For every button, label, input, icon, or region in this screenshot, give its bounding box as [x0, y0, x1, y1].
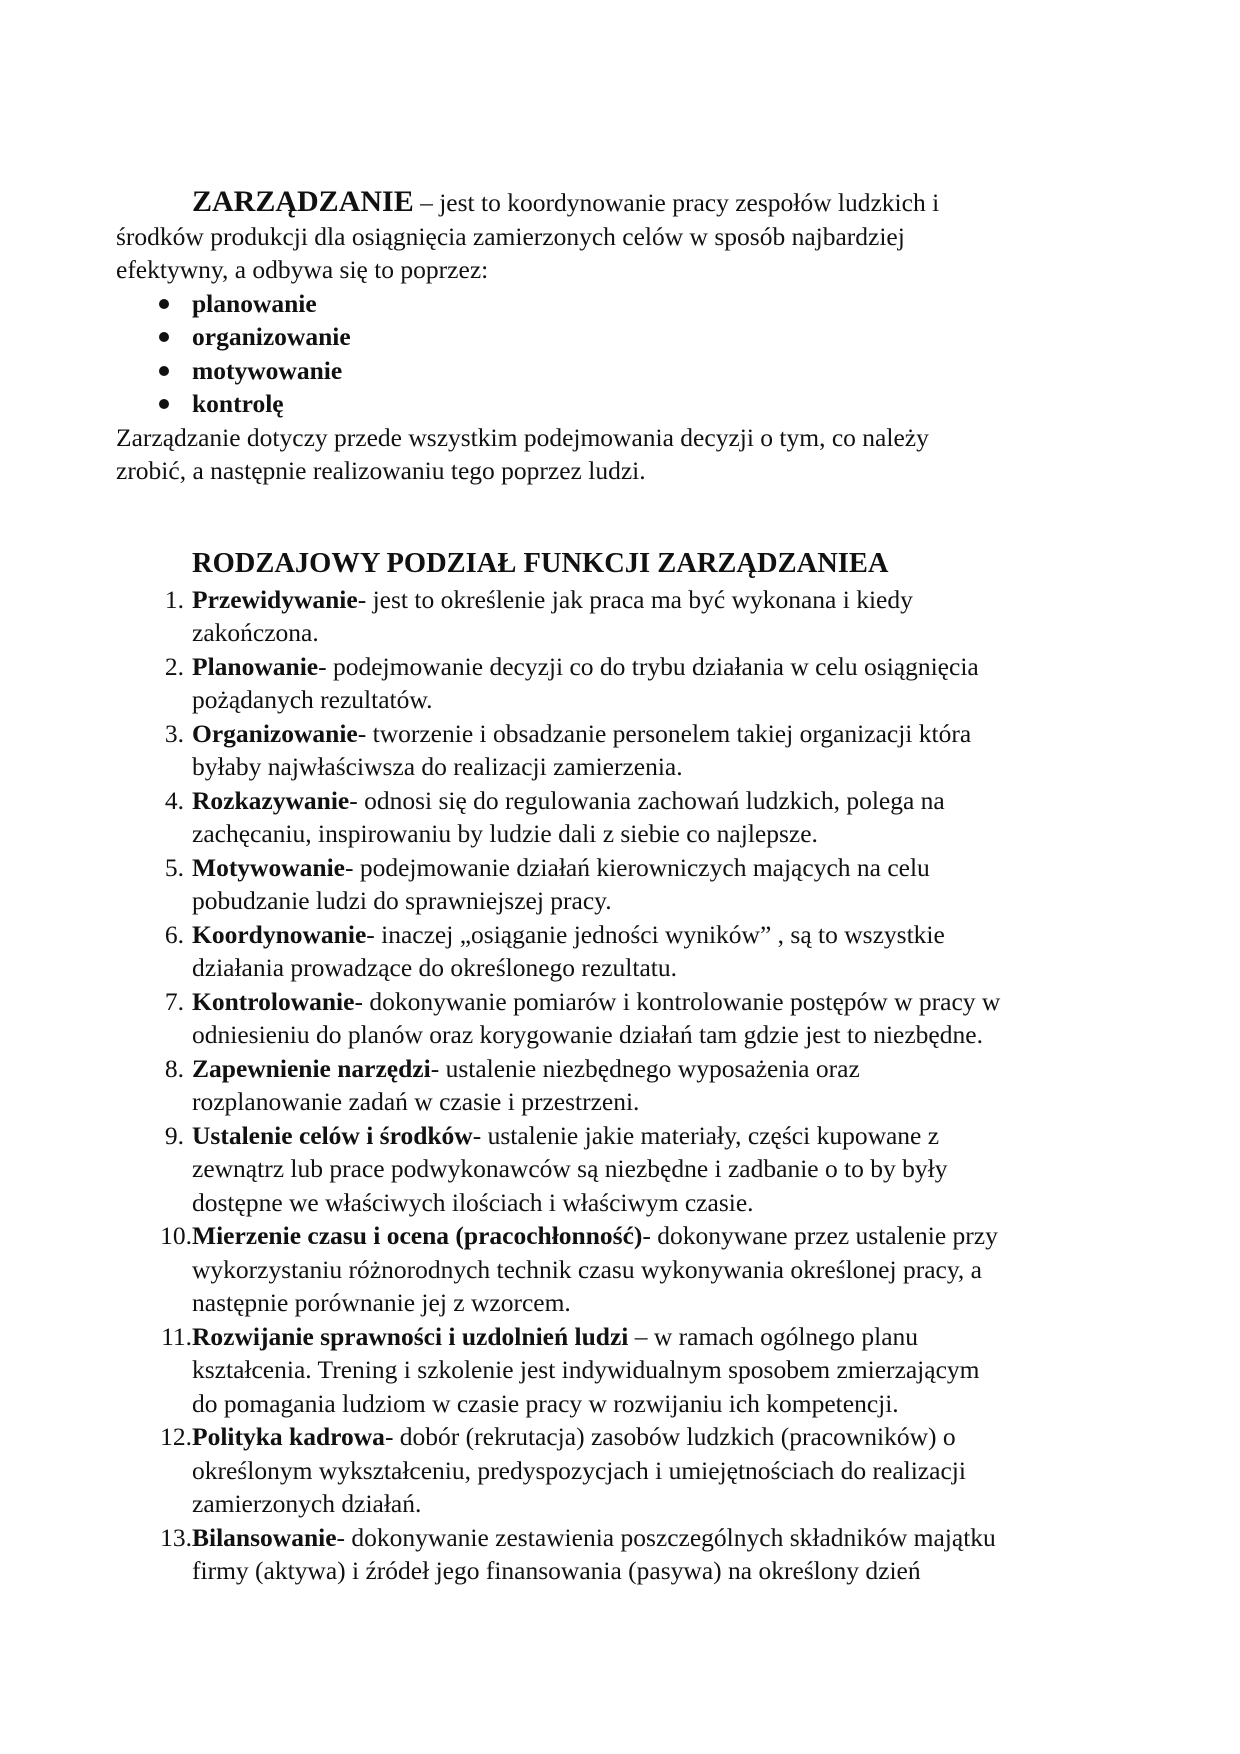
- function-term: Koordynowanie: [192, 919, 367, 949]
- list-item: [192, 287, 1126, 321]
- function-description-line: zakończona.: [192, 618, 319, 647]
- list-item: [116, 918, 1126, 985]
- function-description-line: do pomagania ludziom w czasie pracy w rozwijaniu ich kompetencji.: [192, 1388, 899, 1418]
- list-item: [116, 1052, 1126, 1119]
- summary-line-1: Zarządzanie dotyczy przede wszystkim podejmowania decyzji o tym, co należy: [116, 422, 929, 452]
- list-item-number: 9.: [164, 1120, 184, 1150]
- function-term: Mierzenie czasu i ocena (pracochłonność): [192, 1221, 643, 1250]
- list-item-number: 8.: [164, 1053, 184, 1083]
- function-term: Przewidywanie: [192, 584, 358, 614]
- function-description-line: – w ramach ogólnego planu: [628, 1321, 919, 1351]
- list-item-number: 2.: [164, 651, 184, 681]
- list-item: [116, 1320, 1126, 1421]
- function-term: Polityka kadrowa: [192, 1422, 385, 1451]
- function-description-line: - ustalenie jakie materiały, części kupowane z: [472, 1120, 940, 1150]
- function-description-line: zewnątrz lub prace podwykonawców są niezbędne i zadbanie o to by były: [192, 1154, 948, 1183]
- list-item-number: 3.: [164, 718, 184, 748]
- function-description-line: - dokonywane przez ustalenie przy: [642, 1221, 998, 1250]
- function-description-line: następnie porównanie jej z wzorcem.: [192, 1288, 571, 1317]
- function-term: Rozwijanie sprawności i uzdolnień ludzi: [192, 1321, 629, 1351]
- function-description-line: wykorzystaniu różnorodnych technik czasu wykonywania określonej pracy, a: [192, 1254, 983, 1284]
- function-term: Motywowanie: [192, 852, 345, 882]
- function-description-line: - tworzenie i obsadzanie personelem takiej organizacji która: [357, 718, 972, 748]
- list-item-number: 6.: [164, 919, 184, 949]
- function-term: Ustalenie celów i środków: [192, 1120, 473, 1150]
- list-item-number: 10.: [160, 1221, 192, 1250]
- function-term: Planowanie: [192, 651, 319, 681]
- function-description-line: działania prowadzące do określonego rezultatu.: [192, 953, 677, 982]
- intro-line-1: – jest to koordynowanie pracy zespołów ludzkich i: [413, 188, 940, 217]
- list-item-number: 5.: [164, 852, 184, 882]
- list-item-number: 4.: [164, 785, 184, 815]
- list-item-text: motywowanie: [192, 355, 343, 385]
- list-item-number: 7.: [164, 986, 184, 1016]
- bullet-icon: [159, 332, 169, 342]
- list-item-number: 12.: [160, 1422, 192, 1451]
- list-item: [116, 583, 1126, 650]
- function-description-line: - podejmowanie działań kierowniczych mających na celu: [344, 852, 930, 882]
- list-item: [116, 650, 1126, 717]
- function-description-line: - dokonywanie zestawienia poszczególnych składników majątku: [336, 1522, 996, 1552]
- function-term: Organizowanie: [192, 718, 358, 748]
- document-page: [116, 185, 1126, 1588]
- list-item: [116, 784, 1126, 851]
- list-item: [116, 851, 1126, 918]
- functions-list: [116, 583, 1126, 1588]
- list-item-number: 13.: [160, 1522, 192, 1552]
- function-description-line: kształcenia. Trening i szkolenie jest indywidualnym sposobem zmierzającym: [192, 1355, 980, 1384]
- function-description-line: - podejmowanie decyzji co do trybu działania w celu osiągnięcia: [318, 651, 979, 681]
- bullet-icon: [159, 299, 169, 309]
- function-description-line: byłaby najwłaściwsza do realizacji zamierzenia.: [192, 752, 683, 781]
- function-description-line: - dobór (rekrutacja) zasobów ludzkich (pracowników) o: [384, 1422, 956, 1451]
- list-item: [116, 1521, 1126, 1588]
- list-item: [192, 387, 1126, 421]
- summary-paragraph: [116, 421, 1126, 488]
- summary-line-2: zrobić, a następnie realizowaniu tego poprzez ludzi.: [116, 456, 646, 485]
- function-description-line: - jest to określenie jak praca ma być wykonana i kiedy: [357, 584, 913, 614]
- function-description-line: zamierzonych działań.: [192, 1489, 422, 1518]
- function-term: Zapewnienie narzędzi: [192, 1053, 431, 1083]
- list-item: [116, 1420, 1126, 1521]
- intro-term: ZARZĄDZANIE: [192, 185, 414, 218]
- function-description-line: - inaczej „osiąganie jedności wyników” , są to wszystkie: [366, 919, 945, 949]
- list-item-text: planowanie: [192, 288, 317, 318]
- function-description-line: - dokonywanie pomiarów i kontrolowanie postępów w pracy w: [354, 986, 1001, 1016]
- list-item: [116, 1219, 1126, 1320]
- function-term: Kontrolowanie: [192, 986, 355, 1016]
- list-item-text: kontrolę: [192, 389, 284, 418]
- function-description-line: firmy (aktywa) i źródeł jego finansowania (pasywa) na określony dzień: [192, 1556, 921, 1585]
- function-description-line: - ustalenie niezbędnego wyposażenia oraz: [430, 1053, 860, 1083]
- intro-paragraph: [116, 185, 1126, 287]
- list-item: [116, 717, 1126, 784]
- function-description-line: - odnosi się do regulowania zachowań ludzkich, polega na: [349, 785, 945, 815]
- bullet-icon: [159, 366, 169, 376]
- function-description-line: pobudzanie ludzi do sprawniejszej pracy.: [192, 886, 612, 915]
- function-description-line: dostępne we właściwych ilościach i właściwym czasie.: [192, 1187, 754, 1217]
- section-title: RODZAJOWY PODZIAŁ FUNKCJI ZARZĄDZANIEA: [192, 547, 889, 579]
- management-activities-list: [116, 287, 1126, 421]
- function-description-line: rozplanowanie zadań w czasie i przestrzeni.: [192, 1087, 640, 1116]
- intro-line-3: efektywny, a odbywa się to poprzez:: [116, 255, 489, 284]
- list-item: [192, 320, 1126, 354]
- list-item: [116, 1119, 1126, 1220]
- list-item-text: organizowanie: [192, 322, 351, 351]
- function-description-line: zachęcaniu, inspirowaniu by ludzie dali z siebie co najlepsze.: [192, 819, 818, 848]
- bullet-icon: [159, 399, 169, 409]
- intro-line-2: środków produkcji dla osiągnięcia zamierzonych celów w sposób najbardziej: [116, 221, 905, 251]
- function-term: Bilansowanie: [192, 1522, 337, 1552]
- function-term: Rozkazywanie: [192, 785, 350, 815]
- function-description-line: pożądanych rezultatów.: [192, 685, 433, 714]
- list-item-number: 11.: [161, 1321, 192, 1351]
- list-item-number: 1.: [164, 584, 184, 614]
- function-description-line: określonym wykształceniu, predyspozycjach i umiejętnościach do realizacji: [192, 1455, 966, 1485]
- list-item: [116, 985, 1126, 1052]
- list-item: [192, 354, 1126, 388]
- function-description-line: odniesieniu do planów oraz korygowanie działań tam gdzie jest to niezbędne.: [192, 1020, 983, 1049]
